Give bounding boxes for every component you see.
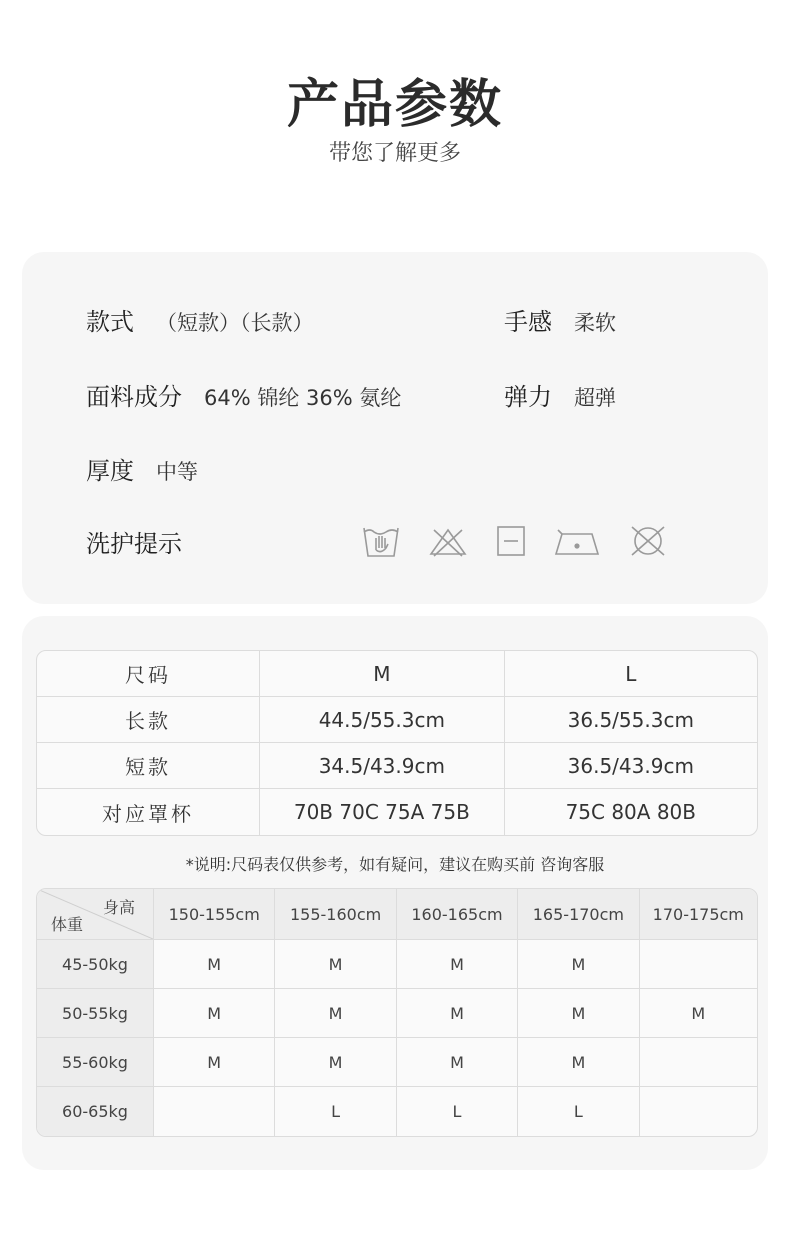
- table-cell: [640, 1038, 757, 1087]
- table-cell: M: [518, 940, 639, 989]
- param-feel-value: 柔软: [574, 311, 616, 335]
- table-cell: M: [275, 989, 396, 1038]
- param-elastic-value: 超弹: [574, 386, 616, 410]
- fit-table: [36, 888, 758, 1137]
- height-header: 160-165cm: [397, 889, 518, 940]
- table-cell: M: [518, 989, 639, 1038]
- table-cell: L: [518, 1087, 639, 1136]
- table-cell: M: [518, 1038, 639, 1087]
- table-cell: [640, 940, 757, 989]
- param-fabric-value: 64% 锦纶 36% 氨纶: [204, 386, 402, 410]
- weight-header: 50-55kg: [37, 989, 154, 1038]
- param-elastic-label: 弹力: [504, 383, 552, 411]
- table-cell: 34.5/43.9cm: [260, 743, 504, 789]
- param-care: [86, 524, 182, 559]
- size-table: [36, 650, 758, 836]
- page-title: 产品参数: [286, 75, 503, 135]
- table-row: [37, 651, 757, 697]
- weight-header: 60-65kg: [37, 1087, 154, 1136]
- param-thickness-label: 厚度: [86, 457, 134, 485]
- table-cell: M: [640, 989, 757, 1038]
- table-cell: L: [397, 1087, 518, 1136]
- table-cell: M: [397, 989, 518, 1038]
- table-cell: 75C 80A 80B: [565, 800, 696, 824]
- table-row: [37, 1038, 757, 1087]
- param-elastic: [504, 377, 616, 412]
- care-icons: [362, 524, 672, 560]
- param-feel: [504, 302, 616, 337]
- param-thickness: [86, 451, 198, 486]
- product-params-card: [22, 252, 768, 604]
- size-note: *说明:尺码表仅供参考，如有疑问，建议在购买前 咨询客服: [185, 855, 605, 874]
- param-style-value: （短款）（长款）: [156, 311, 314, 335]
- table-cell: M: [154, 989, 275, 1038]
- size-chart-card: [22, 616, 768, 1170]
- table-cell: M: [275, 1038, 396, 1087]
- param-feel-label: 手感: [504, 308, 552, 336]
- table-cell: 长款: [37, 697, 260, 743]
- weight-header: 45-50kg: [37, 940, 154, 989]
- param-fabric: [86, 377, 401, 412]
- corner-height-label: 身高: [102, 898, 135, 917]
- table-cell: 70B 70C 75A 75B: [260, 789, 504, 835]
- param-style-label: 款式: [86, 308, 134, 336]
- table-cell: 36.5/43.9cm: [505, 743, 757, 789]
- dry-flat-icon: [496, 524, 526, 558]
- table-row: [37, 940, 757, 989]
- table-cell: L: [275, 1087, 396, 1136]
- param-style: [86, 302, 314, 337]
- page-subtitle: 带您了解更多: [328, 141, 461, 166]
- table-row: [37, 989, 757, 1038]
- hand-wash-icon: [362, 524, 400, 558]
- table-cell: M: [260, 651, 504, 697]
- param-care-label: 洗护提示: [86, 530, 182, 558]
- height-header: 165-170cm: [518, 889, 639, 940]
- table-cell: 尺码: [37, 651, 260, 697]
- table-cell: M: [275, 940, 396, 989]
- table-corner-cell: [37, 889, 154, 940]
- table-cell: [154, 1087, 275, 1136]
- iron-low-icon: [554, 524, 600, 558]
- no-bleach-icon: [428, 524, 468, 558]
- table-cell: M: [154, 940, 275, 989]
- table-cell: 36.5/55.3cm: [505, 697, 757, 743]
- table-cell: 对应罩杯: [37, 789, 260, 835]
- table-cell: M: [397, 1038, 518, 1087]
- table-row: [37, 789, 757, 835]
- table-cell: L: [505, 651, 757, 697]
- param-thickness-value: 中等: [156, 460, 198, 484]
- table-row: [37, 697, 757, 743]
- param-fabric-label: 面料成分: [86, 383, 182, 411]
- table-header-row: [37, 889, 757, 940]
- table-cell: 短款: [37, 743, 260, 789]
- table-cell: 44.5/55.3cm: [260, 697, 504, 743]
- table-row: [37, 743, 757, 789]
- no-tumble-dry-icon: [628, 524, 668, 558]
- table-cell: M: [397, 940, 518, 989]
- height-header: 155-160cm: [275, 889, 396, 940]
- table-cell: [640, 1087, 757, 1136]
- table-cell: M: [154, 1038, 275, 1087]
- height-header: 150-155cm: [154, 889, 275, 940]
- corner-weight-label: 体重: [51, 915, 84, 934]
- table-row: [37, 1087, 757, 1136]
- weight-header: 55-60kg: [37, 1038, 154, 1087]
- height-header: 170-175cm: [640, 889, 757, 940]
